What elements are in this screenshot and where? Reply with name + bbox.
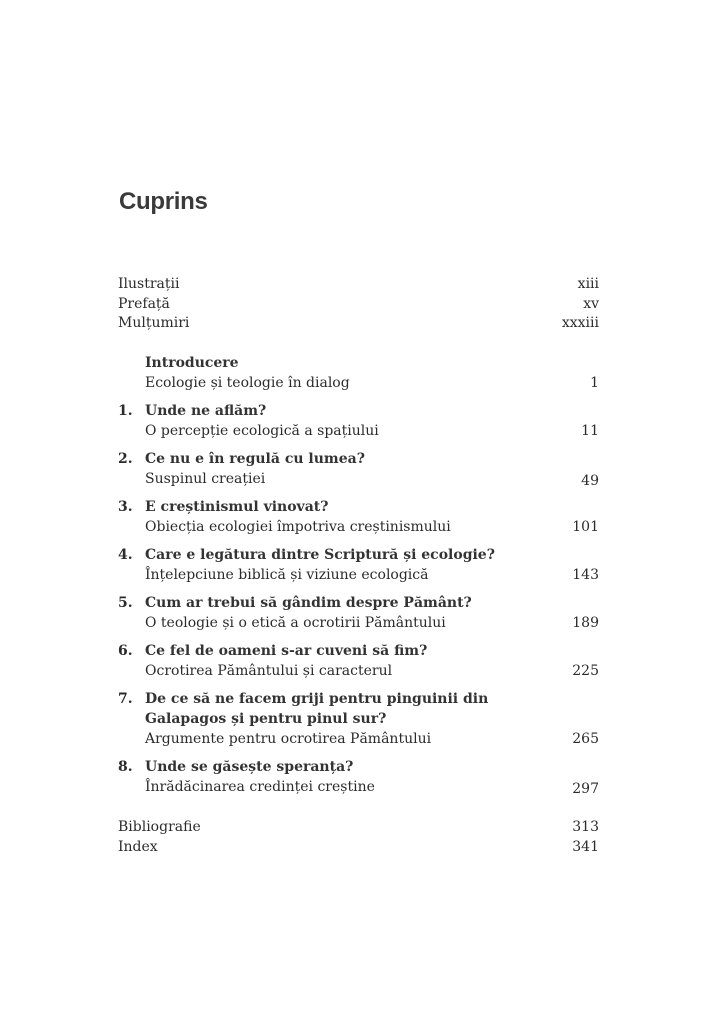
chapter-subtitle-row — [145, 661, 599, 681]
chapter-page: 189 — [572, 615, 599, 631]
chapter-subtitle-row — [145, 613, 599, 633]
chapter-title-continued: Galapagos și pentru pinul sur? — [145, 711, 387, 727]
toc-entry-page: xv — [583, 296, 599, 312]
toc-entry-label: Bibliografie — [118, 819, 201, 835]
toc-entry-page: 341 — [572, 839, 599, 855]
chapter-title: Unde se găsește speranța? — [145, 759, 354, 775]
chapter-title: Ce nu e în regulă cu lumea? — [145, 451, 365, 467]
chapter-page: 265 — [572, 731, 599, 747]
chapter-title: Care e legătura dintre Scriptură și ecologie? — [145, 547, 495, 563]
chapter-subtitle-row — [145, 517, 599, 537]
chapter-title: De ce să ne facem griji pentru pinguinii din — [145, 691, 489, 707]
chapter-number: 6. — [118, 643, 133, 659]
chapter-page: 11 — [581, 423, 599, 439]
chapter-subtitle: Obiecția ecologiei împotriva creștinismului — [145, 519, 451, 535]
toc-entry-label: Mulțumiri — [118, 315, 190, 331]
chapter-page: 225 — [572, 663, 599, 679]
chapter-subtitle: Ecologie și teologie în dialog — [145, 375, 350, 391]
chapter-number: 1. — [118, 403, 133, 419]
chapter-number: 8. — [118, 759, 133, 775]
toc-entry-index[interactable] — [118, 837, 599, 857]
chapter-page: 101 — [572, 519, 599, 535]
chapter-subtitle-row — [145, 729, 599, 749]
chapter-title: Cum ar trebui să gândim despre Pământ? — [145, 595, 472, 611]
chapter-subtitle-row — [145, 373, 599, 393]
chapter-subtitle: O percepție ecologică a spațiului — [145, 423, 379, 439]
chapter-page: 297 — [572, 781, 599, 797]
chapter-number: 4. — [118, 547, 133, 563]
chapter-subtitle-row — [145, 565, 599, 585]
toc-entry-label: Ilustrații — [118, 276, 180, 292]
chapter-title: E creștinismul vinovat? — [145, 499, 329, 515]
chapter-title: Ce fel de oameni s-ar cuveni să fim? — [145, 643, 428, 659]
chapter-subtitle-row — [145, 421, 599, 441]
chapter-subtitle: Argumente pentru ocrotirea Pământului — [145, 731, 432, 747]
chapter-page: 143 — [572, 567, 599, 583]
toc-entry-page: xxxiii — [561, 315, 599, 331]
toc-entry-label: Index — [118, 839, 158, 855]
chapter-subtitle-row — [145, 469, 599, 489]
chapter-subtitle: Înțelepciune biblică și viziune ecologică — [145, 567, 429, 583]
chapter-page: 49 — [581, 473, 599, 489]
toc-entry-label: Prefață — [118, 296, 170, 312]
chapter-page: 1 — [590, 375, 599, 391]
toc-entry-preface[interactable] — [118, 294, 599, 314]
chapter-title: Introducere — [145, 355, 239, 371]
chapter-subtitle-row — [145, 777, 599, 797]
chapter-number: 7. — [118, 691, 133, 707]
chapter-number: 2. — [118, 451, 133, 467]
toc-entry-page: 313 — [572, 819, 599, 835]
chapter-subtitle: Suspinul creației — [145, 471, 266, 487]
toc-entry-page: xiii — [577, 276, 599, 292]
chapter-subtitle: O teologie și o etică a ocrotirii Pământului — [145, 615, 446, 631]
toc-entry-illustrations[interactable] — [118, 274, 599, 294]
chapter-number: 5. — [118, 595, 133, 611]
chapter-subtitle: Înrădăcinarea credinței creștine — [145, 779, 375, 795]
page-title: Cuprins — [119, 188, 208, 215]
chapter-title: Unde ne aflăm? — [145, 403, 267, 419]
toc-entry-bibliography[interactable] — [118, 817, 599, 837]
toc-entry-acknowledgements[interactable] — [118, 313, 599, 333]
chapter-number: 3. — [118, 499, 133, 515]
chapter-subtitle: Ocrotirea Pământului și caracterul — [145, 663, 393, 679]
